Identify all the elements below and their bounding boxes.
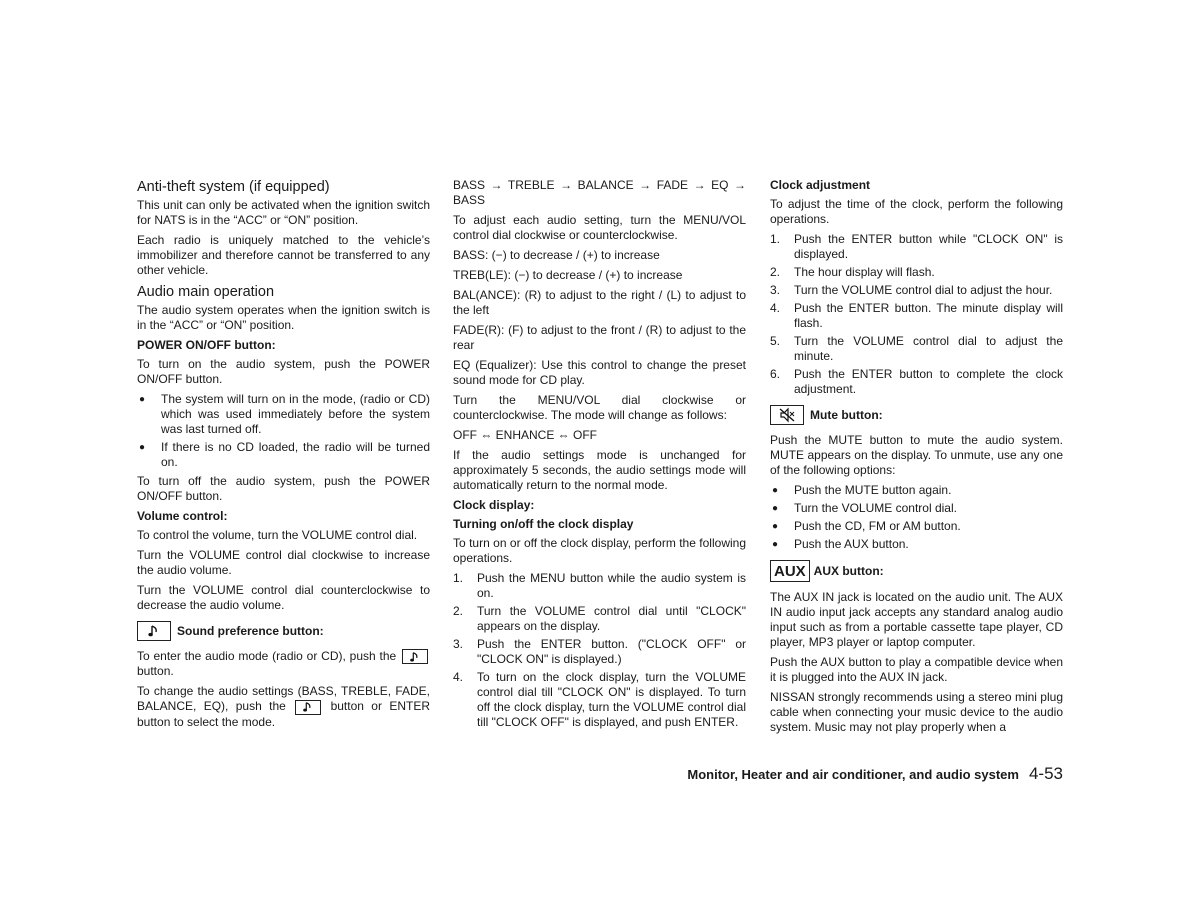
page-number: 4-53 [1028,764,1063,783]
music-note-icon [295,700,321,715]
eq-paragraph: EQ (Equalizer): Use this control to change the preset sound mode for CD play. [453,358,746,387]
bullet-icon: ● [772,539,779,550]
sound-paragraph-2: To change the audio settings (BASS, TREBLE, FADE, BALANCE, EQ), push the button or ENTER button to select the mode. [137,684,431,729]
antitheft-paragraph-1: This unit can only be activated when the ignition switch for NATS is in the “ACC” or “ON” position. [137,198,430,227]
list-item: 4. Push the ENTER button. The minute display will flash. [770,301,1063,330]
volume-heading: Volume control: [137,509,228,523]
volume-paragraph-3: Turn the VOLUME control dial counterclockwise to decrease the audio volume. [137,583,430,612]
list-item: 3. Push the ENTER button. ("CLOCK OFF" or "CLOCK ON" is displayed.) [453,637,746,666]
mute-bullet-list [770,483,1063,552]
sound-preference-heading [137,621,430,641]
adjustment-steps-list [770,232,1063,397]
music-note-icon [402,649,428,664]
list-item: 3. Turn the VOLUME control dial to adjust the hour. [770,283,1053,297]
bullet-icon: ● [772,503,779,514]
page-footer [560,766,1063,782]
clock-adjustment-heading: Clock adjustment [770,178,871,192]
column-1 [137,178,430,735]
volume-paragraph-2: Turn the VOLUME control dial clockwise to increase the audio volume. [137,548,430,577]
list-item: ● Turn the VOLUME control dial. [772,501,957,515]
list-item: ● The system will turn on in the mode, (radio or CD) which was used immediately before the system was last turned off. [139,392,430,436]
section-title: Monitor, Heater and air conditioner, and audio system [687,767,1019,782]
antitheft-paragraph-2: Each radio is uniquely matched to the vehicle’s immobilizer and therefore cannot be transferred to any other vehicle. [137,233,430,277]
menu-paragraph: Turn the MENU/VOL dial clockwise or counterclockwise. The mode will change as follows: [453,393,746,422]
bullet-icon: ● [772,485,779,496]
sequence-paragraph: BASS → TREBLE → BALANCE → FADE → EQ → BASS [453,178,746,207]
list-item: 6. Push the ENTER button to complete the clock adjustment. [770,367,1063,396]
list-item: 2. The hour display will flash. [770,265,935,279]
adjust-paragraph: To adjust each audio setting, turn the MENU/VOL control dial clockwise or counterclockwise. [453,213,746,242]
list-item: ● Push the CD, FM or AM button. [772,519,961,533]
power-paragraph-2: To turn off the audio system, push the POWER ON/OFF button. [137,474,430,503]
list-item: 5. Turn the VOLUME control dial to adjust the minute. [770,334,1063,363]
bullet-icon: ● [772,521,779,532]
power-button-heading: POWER ON/OFF button: [137,338,276,352]
aux-label: AUX button: [813,563,884,578]
mute-label: Mute button: [810,407,883,422]
bullet-icon: ● [139,394,146,405]
column-2 [453,178,746,734]
mute-paragraph: Push the MUTE button to mute the audio system. MUTE appears on the display. To unmute, use any one of the following options: [770,433,1063,477]
list-item: 1. Push the MENU button while the audio system is on. [453,571,746,600]
fade-paragraph: FADE(R): (F) to adjust to the front / (R) to adjust to the rear [453,323,746,352]
power-bullet-list [137,392,430,470]
list-item: ● Push the MUTE button again. [772,483,952,497]
column-3 [770,178,1063,740]
list-item: 2. Turn the VOLUME control dial until "CLOCK" appears on the display. [453,604,746,633]
clock-adjustment-paragraph: To adjust the time of the clock, perform the following operations. [770,197,1063,226]
balance-paragraph: BAL(ANCE): (R) to adjust to the right / (L) to adjust to the left [453,288,746,317]
music-note-icon [137,621,171,641]
turning-paragraph: To turn on or off the clock display, perform the following operations. [453,536,746,565]
clock-display-heading: Clock display: [453,498,535,512]
list-item: ● If there is no CD loaded, the radio will be turned on. [139,440,430,469]
clock-steps-list [453,571,746,730]
aux-heading [770,560,1063,582]
aux-paragraph-1: The AUX IN jack is located on the audio unit. The AUX IN audio input jack accepts any standard analog audio input such as from a portable cassette tape player, CD player, MP3 player or laptop computer. [770,590,1063,649]
list-item: ● Push the AUX button. [772,537,909,551]
audio-main-heading: Audio main operation [137,284,275,300]
aux-icon: AUX [770,560,810,582]
mute-heading [770,405,1063,425]
unchanged-paragraph: If the audio settings mode is unchanged for approximately 5 seconds, the audio settings mode will automatically return to the normal mode. [453,448,746,492]
volume-paragraph-1: To control the volume, turn the VOLUME control dial. [137,528,418,542]
sound-paragraph-1: To enter the audio mode (radio or CD), push the button. [137,649,430,679]
sound-preference-label: Sound preference button: [177,623,324,638]
bullet-icon: ● [139,442,146,453]
turning-clock-heading: Turning on/off the clock display [453,517,634,531]
power-paragraph-1: To turn on the audio system, push the POWER ON/OFF button. [137,357,430,386]
treble-paragraph: TREB(LE): (−) to decrease / (+) to increase [453,268,683,282]
audio-main-paragraph: The audio system operates when the ignition switch is in the “ACC” or “ON” position. [137,303,430,332]
aux-paragraph-2: Push the AUX button to play a compatible device when it is plugged into the AUX IN jack. [770,655,1063,684]
aux-paragraph-3: NISSAN strongly recommends using a stereo mini plug cable when connecting your music device to the audio system. Music may not play properly when a [770,690,1063,734]
enhance-paragraph: OFF ⇔ ENHANCE ⇔ OFF [453,428,597,442]
antitheft-heading: Anti-theft system (if equipped) [137,179,330,195]
list-item: 1. Push the ENTER button while "CLOCK ON" is displayed. [770,232,1063,261]
list-item: 4. To turn on the clock display, turn the VOLUME control dial till "CLOCK ON" is displayed. To turn off the clock display, turn the VOLUME control dial till "CLOCK OFF" is displayed, and push ENTER. [453,670,746,729]
mute-speaker-icon [770,405,804,425]
bass-paragraph: BASS: (−) to decrease / (+) to increase [453,248,660,262]
